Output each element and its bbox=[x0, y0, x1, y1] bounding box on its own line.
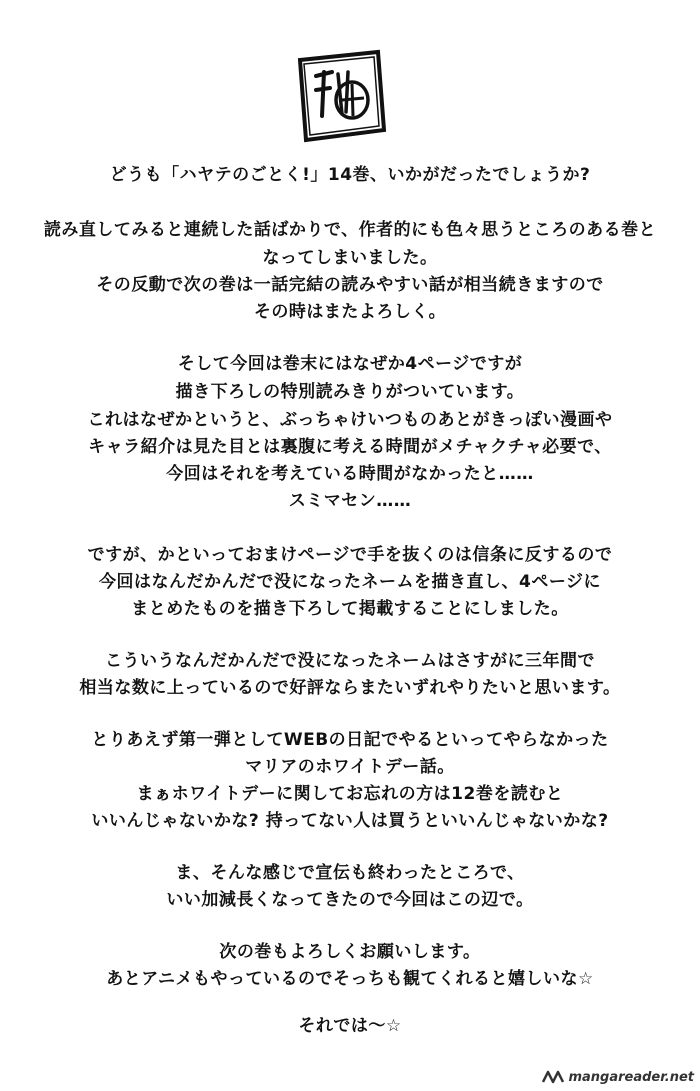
text-line: まとめたものを描き下ろして掲載することにしました。 bbox=[131, 599, 569, 619]
text-line: マリアのホワイトデー話。 bbox=[245, 757, 455, 777]
text-line: いい加減長くなってきたので今回はこの辺で。 bbox=[166, 890, 534, 910]
text-line: それでは〜☆ bbox=[298, 1016, 402, 1036]
text-line: まぁホワイトデーに関してお忘れの方は12巻を読むと bbox=[136, 784, 564, 804]
text-line: なってしまいました。 bbox=[262, 248, 438, 268]
text-line: 相当な数に上っているので好評ならまたいずれやりたいと思います。 bbox=[79, 678, 621, 698]
stamp-seal-icon bbox=[286, 42, 394, 150]
text-line: どうも「ハヤテのごとく!」14巻、いかがだったでしょうか? bbox=[109, 165, 591, 185]
text-line: ま、そんな感じで宣伝も終わったところで、 bbox=[175, 863, 525, 883]
text-line: とりあえず第一弾としてWEBの日記でやるといってやらなかった bbox=[91, 730, 609, 750]
text-line: そして今回は巻末にはなぜか4ページですが bbox=[177, 354, 523, 374]
text-line: 描き下ろしの特別読みきりがついています。 bbox=[175, 382, 525, 402]
text-line: 今回はなんだかんだで没になったネームを描き直し、4ページに bbox=[99, 572, 601, 592]
text-line: 次の巻もよろしくお願いします。 bbox=[219, 942, 481, 962]
author-stamp bbox=[286, 42, 394, 150]
text-line: その時はまたよろしく。 bbox=[253, 302, 447, 322]
text-line: 読み直してみると連続した話ばかりで、作者的にも色々思うところのある巻と bbox=[43, 220, 657, 240]
text-line: スミマセン…… bbox=[288, 491, 412, 511]
text-line: いいんじゃないかな? 持ってない人は買うといいんじゃないかな? bbox=[91, 811, 609, 831]
text-line: あとアニメもやっているのでそっちも観てくれると嬉しいな☆ bbox=[106, 969, 594, 989]
text-line: 今回はそれを考えている時間がなかったと…… bbox=[166, 464, 534, 484]
watermark-text: mangareader.net bbox=[568, 1069, 694, 1085]
site-watermark bbox=[542, 1068, 694, 1086]
text-line: ですが、かといっておまけページで手を抜くのは信条に反するので bbox=[87, 545, 613, 565]
watermark-logo-icon bbox=[542, 1069, 564, 1085]
text-line: こういうなんだかんだで没になったネームはさすがに三年間で bbox=[105, 651, 595, 671]
text-line: その反動で次の巻は一話完結の読みやすい話が相当続きますので bbox=[96, 275, 604, 295]
text-line: これはなぜかというと、ぶっちゃけいつものあとがきっぽい漫画や bbox=[87, 410, 613, 430]
text-line: キャラ紹介は見た目とは裏腹に考える時間がメチャクチャ必要で、 bbox=[88, 437, 612, 457]
